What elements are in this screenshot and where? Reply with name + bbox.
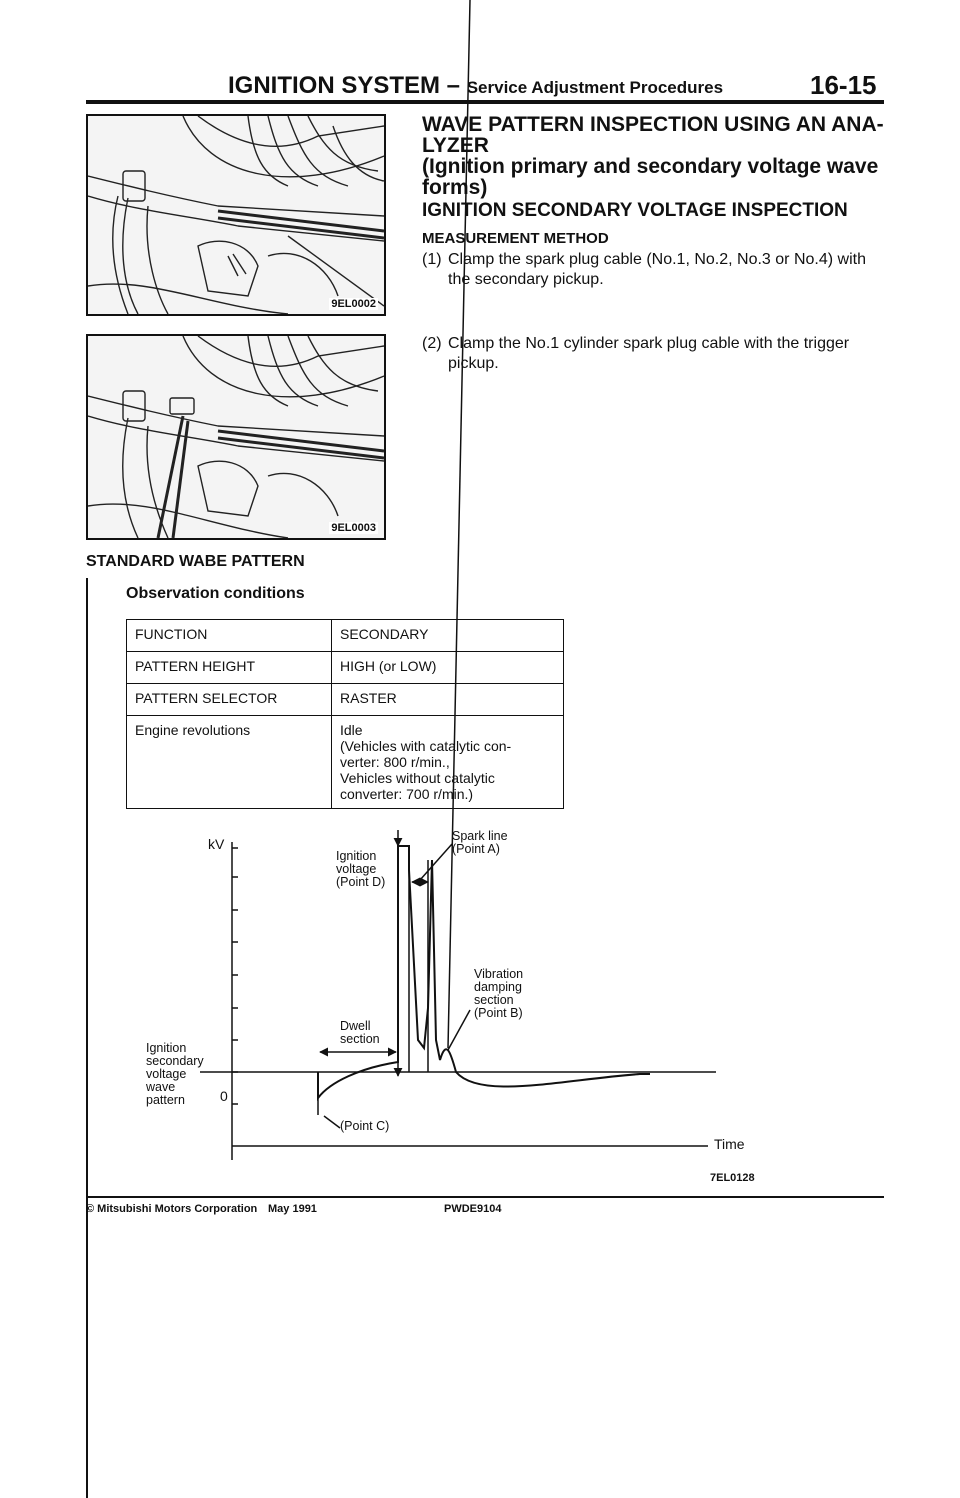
footer-copyright: © Mitsubishi Motors Corporation [86,1203,258,1215]
ignition-voltage-label-line: voltage [336,862,377,876]
kv-label: kV [208,836,225,852]
main-heading-line1: WAVE PATTERN INSPECTION USING AN ANA- [422,113,884,136]
spark-line-leader [420,844,452,880]
vibration-label-line: Vibration [474,967,524,981]
header-dash: – [440,72,467,99]
condition-value-line: (Vehicles with catalytic con- [340,738,512,754]
condition-label: PATTERN HEIGHT [127,652,332,684]
step-2-line2: pickup. [448,355,499,372]
vibration-label-line: section [474,993,514,1007]
observation-heading: Observation conditions [126,585,305,602]
dwell-label [340,1020,380,1046]
condition-value: HIGH (or LOW) [332,652,564,684]
y-axis-label [146,1042,204,1107]
vibration-label [474,968,523,1020]
spark-line-label [452,830,508,856]
vibration-leader-line [448,1010,470,1050]
header-subsection: Service Adjustment Procedures [466,78,724,97]
step-1-line1: Clamp the spark plug cable (No.1, No.2, No.3 or No.4) with [448,251,866,268]
vibration-leader [448,0,470,1048]
y-axis-label-line: Ignition [146,1041,187,1055]
condition-value-line: verter: 800 r/min., [340,754,450,770]
standard-pattern-heading: STANDARD WABE PATTERN [86,553,305,570]
step-2-number: (2) [422,335,442,352]
footer-rule [86,1196,884,1198]
dwell-label-line: Dwell [340,1019,371,1033]
condition-value-line: Vehicles without catalytic [340,770,495,786]
step-2-line1: Clamp the No.1 cylinder spark plug cable with the trigger [448,335,850,352]
condition-value: SECONDARY [332,620,564,652]
ignition-voltage-label [336,850,385,889]
spark-line-label-line: Spark line [452,829,508,843]
vibration-label-line: damping [474,980,522,994]
zero-label: 0 [220,1088,228,1104]
sub-heading: IGNITION SECONDARY VOLTAGE INSPECTION [422,200,848,221]
step-1-line2: the secondary pickup. [448,271,604,288]
main-heading-line2: LYZER [422,134,489,157]
point-c-label: (Point C) [340,1119,390,1133]
spark-line-label-line: (Point A) [452,842,500,856]
step-1-number: (1) [422,251,442,268]
footer-date: May 1991 [268,1203,317,1215]
method-heading: MEASUREMENT METHOD [422,230,609,247]
diagram-code: 7EL0128 [710,1172,755,1184]
dwell-label-line: section [340,1032,380,1046]
photo-2-code: 9EL0003 [331,522,376,534]
vibration-label-line: (Point B) [474,1006,523,1020]
y-axis-label-line: secondary [146,1054,204,1068]
condition-value-line: converter: 700 r/min.) [340,786,474,802]
condition-value-line: Idle [340,722,363,738]
y-axis-label-line: pattern [146,1093,185,1107]
condition-label: Engine revolutions [127,716,332,809]
main-heading-line4: forms) [422,176,488,199]
photo-1-code: 9EL0002 [331,298,376,310]
y-axis-label-line: wave [146,1080,176,1094]
footer-code: PWDE9104 [444,1203,502,1215]
point-c-leader [324,1116,340,1128]
time-label: Time [714,1136,745,1152]
header-section: IGNITION SYSTEM [228,72,441,99]
page-number: 16-15 [810,70,877,100]
condition-value: RASTER [332,684,564,716]
main-heading-line3: (Ignition primary and secondary voltage wave [422,155,879,178]
condition-label: FUNCTION [127,620,332,652]
ignition-voltage-label-line: (Point D) [336,875,386,889]
y-axis-ticks [232,848,238,1104]
condition-label: PATTERN SELECTOR [127,684,332,716]
ignition-voltage-label-line: Ignition [336,849,377,863]
y-axis-label-line: voltage [146,1067,187,1081]
